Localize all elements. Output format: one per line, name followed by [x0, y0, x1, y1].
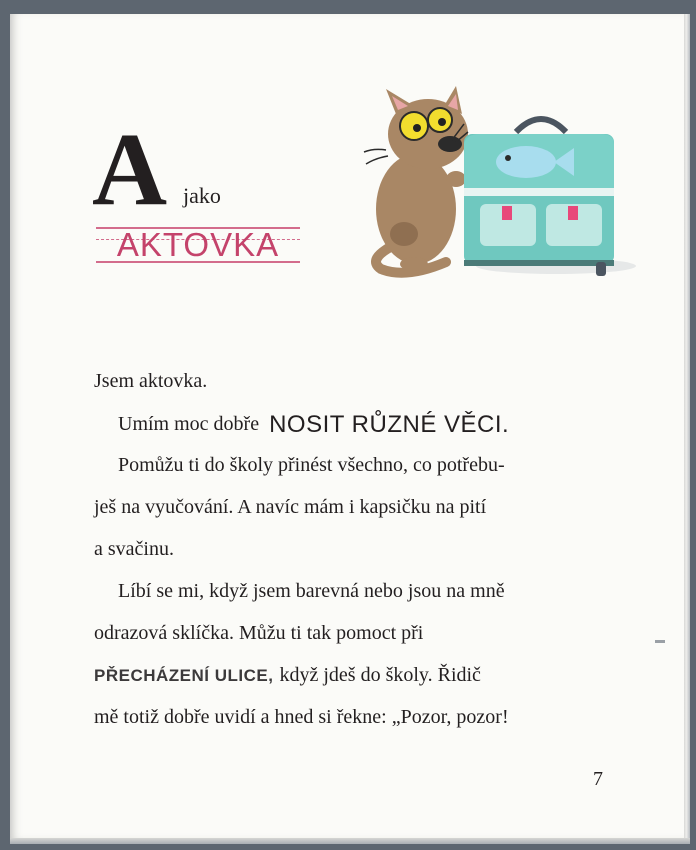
fish-icon — [496, 146, 556, 178]
connector-word: jako — [183, 183, 221, 208]
bag-handle — [516, 119, 566, 132]
body-line-8 — [94, 664, 481, 687]
reflector-left — [502, 206, 512, 220]
cat-and-bag-illustration — [356, 84, 636, 284]
cat-body — [376, 154, 456, 264]
emphasis-carry: NOSIT RŮZNÉ VĚCI. — [269, 411, 510, 438]
body-line-1: Jsem aktovka. — [94, 370, 208, 392]
body-line-9: mě totiž dobře uvidí a hned si řekne: „Pozor, pozor! — [94, 706, 509, 728]
body-line-4: ješ na vyučování. A navíc mám i kapsičku na pití — [94, 496, 487, 518]
body-line-6: Líbí se mi, když jsem barevná nebo jsou na mně — [118, 580, 505, 602]
cat-nose — [438, 136, 462, 152]
cat-spot — [390, 222, 418, 246]
keyword-box — [96, 225, 300, 265]
keyword-title: AKTOVKA — [116, 225, 280, 264]
body-line-7: odrazová sklíčka. Můžu ti tak pomoct při — [94, 622, 424, 644]
page-number: 7 — [593, 768, 603, 790]
reflector-right — [568, 206, 578, 220]
page-edge — [684, 14, 690, 838]
body-line-8-text: když jdeš do školy. Řidič — [279, 664, 481, 686]
cat-whiskers — [364, 149, 388, 164]
body-line-2 — [118, 411, 509, 439]
body-line-5: a svačinu. — [94, 538, 174, 560]
body-line-3: Pomůžu ti do školy přinést všechno, co potřebu- — [118, 454, 505, 476]
big-letter: A — [92, 112, 168, 227]
body-line-2-text: Umím moc dobře — [118, 413, 260, 435]
emphasis-crossing: PŘECHÁZENÍ ULICE, — [94, 666, 274, 685]
page-bottom-edge — [10, 838, 690, 844]
margin-mark — [655, 640, 665, 643]
